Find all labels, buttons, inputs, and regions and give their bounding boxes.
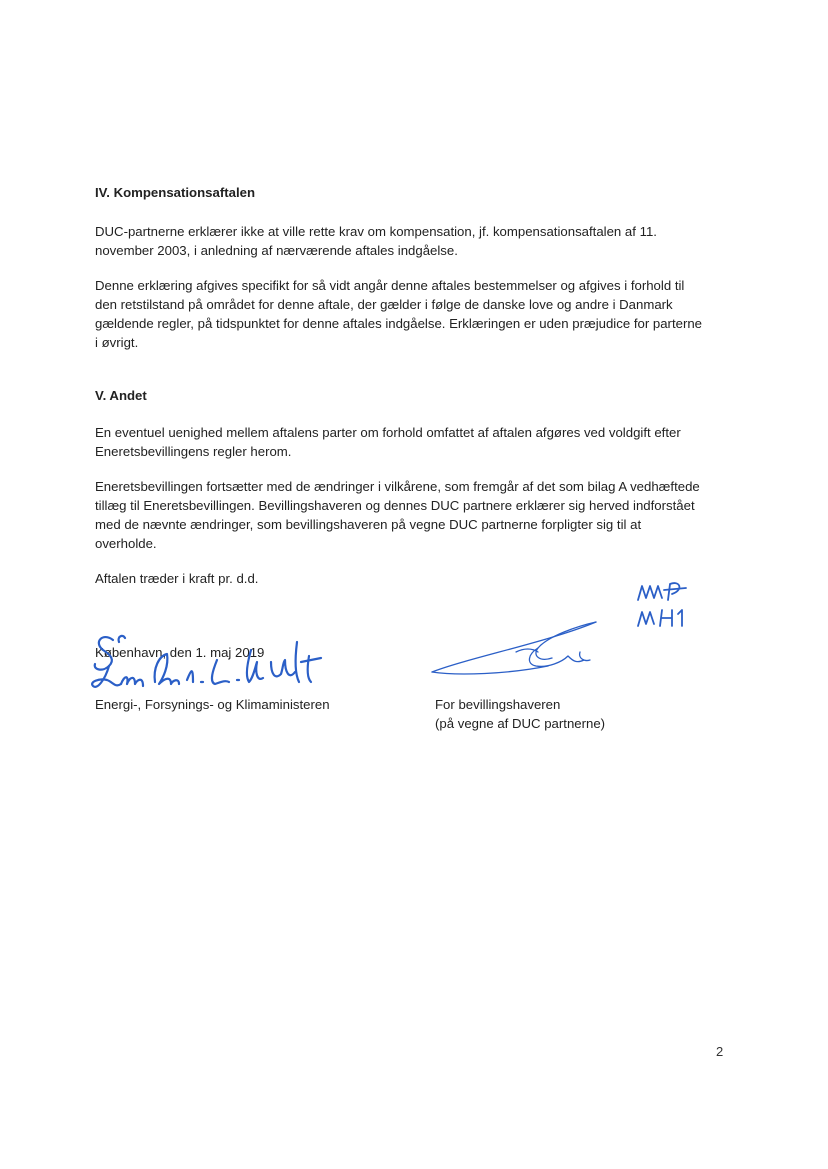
paragraph-ikrafttraedelse: Aftalen træder i kraft pr. d.d. <box>95 571 259 586</box>
text-line: overholde. <box>95 536 157 551</box>
licensee-caption-sub: (på vegne af DUC partnerne) <box>435 716 606 731</box>
text-line: En eventuel uenighed mellem aftalens parter om forhold omfattet af aftalen afgøres ved voldgift efter <box>95 425 681 440</box>
section-heading-kompensationsaftalen: IV. Kompensationsaftalen <box>95 185 256 200</box>
text-line: den retstilstand på området for denne aftale, der gælder i følge de danske love og andre i Danmark <box>95 297 673 312</box>
paragraph-kompensation-2 <box>95 276 735 352</box>
text-line: november 2003, i anledning af nærværende aftales indgåelse. <box>95 243 458 258</box>
paragraph-andet-2 <box>95 477 735 553</box>
page-number: 2 <box>716 1044 724 1059</box>
text-line: Eneretsbevillingens regler herom. <box>95 444 292 459</box>
paragraph-kompensation-1 <box>95 222 735 260</box>
text-line: med de nævnte ændringer, som bevillingshaveren på vegne DUC partnerne forpligter sig til at <box>95 517 642 532</box>
minister-signature <box>85 622 345 700</box>
text-line: gældende regler, på tidspunktet for denne aftales indgåelse. Erklæringen er uden præjudice for parterne <box>95 316 703 331</box>
paragraph-andet-1 <box>95 423 735 461</box>
text-line: tillæg til Eneretsbevillingen. Bevillingshaveren og dennes DUC partnere erklærer sig herved indforstået <box>95 498 695 513</box>
text-line: Denne erklæring afgives specifikt for så vidt angår denne aftales bestemmelser og afgives i forhold til <box>95 278 685 293</box>
section-heading-andet: V. Andet <box>95 388 147 403</box>
text-line: Eneretsbevillingen fortsætter med de ændringer i vilkårene, som fremgår af det som bilag A vedhæftede <box>95 479 700 494</box>
minister-caption: Energi-, Forsynings- og Klimaministeren <box>95 697 330 712</box>
initials-mark <box>634 578 698 632</box>
text-line: i øvrigt. <box>95 335 139 350</box>
licensee-signature <box>428 612 628 682</box>
place-date: København, den 1. maj 2019 <box>95 645 265 660</box>
licensee-caption: For bevillingshaveren <box>435 697 561 712</box>
text-line: DUC-partnerne erklærer ikke at ville rette krav om kompensation, jf. kompensationsaftalen af 11. <box>95 224 657 239</box>
